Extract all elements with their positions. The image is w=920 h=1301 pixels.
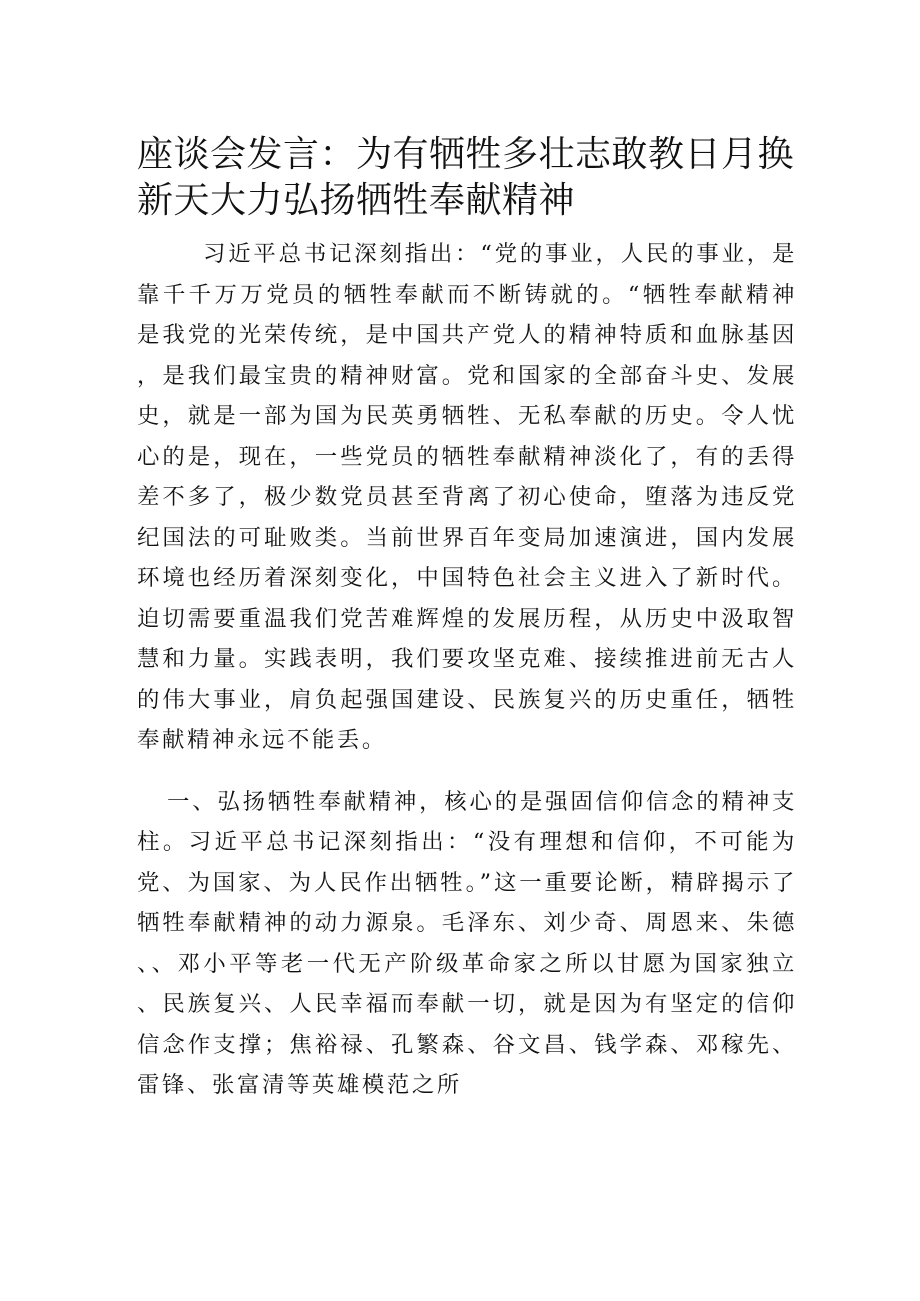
document-title: 座谈会发言：为有牺牲多壮志敢教日月换新天大力弘扬牺牲奉献精神 — [137, 134, 795, 221]
paragraph-intro: 习近平总书记深刻指出：“党的事业，人民的事业，是靠千千万万党员的牺牲奉献而不断铸就的。“牺牲奉献精神是我党的光荣传统，是中国共产党人的精神特质和血脉基因，是我们最宝贵的精神财富。党和国家的全部奋斗史、发展史，就是一部为国为民英勇牺牲、无私奉献的历史。令人忧心的是，现在，一些党员的牺牲奉献精神淡化了，有的丢得差不多了，极少数党员甚至背离了初心使命，堕落为违反党纪国法的可耻败类。当前世界百年变局加速演进，国内发展环境也经历着深刻变化，中国特色社会主义进入了新时代。迫切需要重温我们党苦难辉煌的发展历程，从历史中汲取智慧和力量。实践表明，我们要攻坚克难、接续推进前无古人的伟大事业，肩负起强国建设、民族复兴的历史重任，牺牲奉献精神永远不能丢。 — [137, 241, 797, 753]
paragraph-section-one: 一、弘扬牺牲奉献精神，核心的是强固信仰信念的精神支柱。习近平总书记深刻指出：“没有理想和信仰，不可能为党、为国家、为人民作出牺牲。”这一重要论断，精辟揭示了牺牲奉献精神的动力源泉。毛泽东、刘少奇、周恩来、朱德、、邓小平等老一代无产阶级革命家之所以甘愿为国家独立、民族复兴、人民幸福而奉献一切，就是因为有坚定的信仰信念作支撑；焦裕禄、孔繁森、谷文昌、钱学森、邓稼先、雷锋、张富清等英雄模范之所 — [137, 788, 797, 1098]
